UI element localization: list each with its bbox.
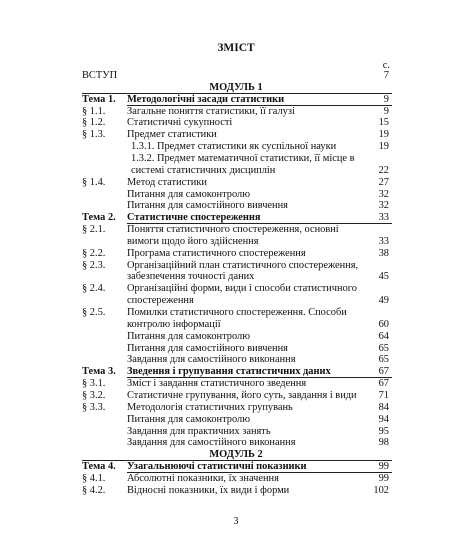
toc-row-number: § 1.4.: [82, 176, 106, 188]
toc-row-title: Завдання для практичних занять: [127, 425, 271, 437]
toc-row-title: Питання для самоконтролю: [127, 188, 250, 200]
toc-row-title: Статистичні сукупності: [127, 117, 233, 129]
toc-row-page: 60: [378, 318, 389, 330]
toc-row-number: § 1.3.: [82, 129, 106, 141]
toc-row-number: § 2.3.: [82, 259, 106, 271]
toc-row: [0, 343, 472, 355]
toc-row: [0, 153, 472, 165]
toc-row-page: 84: [378, 401, 389, 413]
toc-row-title: Статистичне групування, його суть, завдання і види: [127, 389, 357, 401]
toc-row-page: 45: [378, 271, 389, 283]
toc-row-page: 22: [378, 164, 389, 176]
toc-row-page: 98: [378, 437, 389, 449]
toc-row: [0, 426, 472, 438]
toc-row-title: Питання для самоконтролю: [127, 413, 250, 425]
toc-row-page: 27: [378, 176, 389, 188]
toc-row-title: контролю інформації: [127, 318, 221, 330]
toc-row: [0, 283, 472, 295]
toc-row-page: 9: [383, 105, 389, 117]
toc-row: [0, 319, 472, 331]
module-heading: МОДУЛЬ 2: [209, 449, 263, 461]
toc-row-page: 32: [378, 188, 389, 200]
toc-row-page: 65: [378, 354, 389, 366]
toc-row: [0, 271, 472, 283]
toc-row: [0, 165, 472, 177]
toc-row-number: § 4.2.: [82, 484, 106, 496]
toc-row: [0, 189, 472, 201]
toc-row-title: 1.3.1. Предмет статистики як суспільної науки: [131, 141, 337, 153]
toc-row-title: Зведення і групування статистичних даних: [127, 366, 331, 378]
toc-row-number: § 1.2.: [82, 117, 106, 129]
toc-row: [0, 129, 472, 141]
toc-row-page: 38: [378, 247, 389, 259]
toc-row-page: 67: [378, 378, 389, 390]
toc-row-page: 49: [378, 295, 389, 307]
toc-row-page: 64: [378, 330, 389, 342]
toc-row-number: § 2.2.: [82, 247, 106, 259]
toc-row-title: Предмет статистики: [127, 129, 217, 141]
toc-row-title: Метод статистики: [127, 176, 207, 188]
toc-row: [0, 402, 472, 414]
toc-row: [0, 307, 472, 319]
toc-row-title: Питання для самостійного вивчення: [127, 342, 288, 354]
toc-row-page: 94: [378, 413, 389, 425]
toc-row-number: § 2.5.: [82, 307, 106, 318]
toc-row-title: Завдання для самостійного виконання: [127, 437, 296, 449]
toc-row: [0, 141, 472, 153]
toc-row-title: Абсолютні показники, їх значення: [127, 472, 279, 484]
toc-row-number: ВСТУП: [82, 70, 118, 81]
toc-row-page: 95: [378, 425, 389, 437]
toc-row: [0, 260, 472, 272]
toc-row-title: Програма статистичного спостереження: [127, 247, 306, 259]
toc-row: [0, 461, 472, 473]
toc-row-title: Зміст і завдання статистичного зведення: [127, 378, 307, 390]
toc-row-title: Статистичне спостереження: [127, 212, 261, 224]
toc-row-number: § 1.1.: [82, 105, 106, 117]
toc-row-number: Тема 1.: [82, 93, 116, 105]
toc-row: [0, 94, 472, 106]
toc-row-title: Організаційний план статистичного спостереження,: [127, 259, 359, 271]
toc-row: [0, 224, 472, 236]
toc-row-page: 102: [373, 484, 389, 496]
toc-row-title: Відносні показники, їх види і форми: [127, 484, 290, 496]
toc-row: [0, 70, 472, 82]
toc-row-number: § 3.1.: [82, 378, 106, 390]
toc-row: [0, 200, 472, 212]
toc-row-title: Помилки статистичного спостереження. Способи: [127, 307, 347, 318]
toc-row-page: 71: [378, 389, 389, 401]
toc-row: [0, 354, 472, 366]
toc-row-title: Питання для самоконтролю: [127, 330, 250, 342]
toc-row: [0, 449, 472, 461]
toc-row: [0, 248, 472, 260]
toc-row-title: системі статистичних дисциплін: [131, 164, 276, 176]
toc-row-number: Тема 4.: [82, 461, 116, 473]
toc-row: [0, 437, 472, 449]
toc-row: [0, 390, 472, 402]
footer-page-number: 3: [233, 516, 239, 527]
toc-row-title: вимоги щодо його здійснення: [127, 235, 259, 247]
toc-row-title: Організаційні форми, види і способи статистичного: [127, 283, 357, 295]
toc-row: [0, 106, 472, 118]
toc-row-title: Завдання для самостійного виконання: [127, 354, 296, 366]
toc-row-page: 65: [378, 342, 389, 354]
toc-row: [0, 414, 472, 426]
toc-row: [0, 473, 472, 485]
toc-row-page: 99: [378, 472, 389, 484]
toc-row-page: 33: [378, 235, 389, 247]
toc-row-page: 9: [383, 93, 389, 105]
toc-row: [0, 236, 472, 248]
toc-row: [0, 485, 472, 497]
toc-row-number: § 3.3.: [82, 401, 106, 413]
toc-row-title: Узагальнюючі статистичні показники: [127, 461, 307, 473]
toc-row-page: 19: [378, 129, 389, 141]
toc-row-number: § 3.2.: [82, 389, 106, 401]
toc-row: [0, 82, 472, 94]
toc-row-title: 1.3.2. Предмет математичної статистики, її місце в: [131, 152, 355, 164]
toc-row-number: § 4.1.: [82, 472, 106, 484]
toc-row-title: спостереження: [127, 295, 194, 307]
toc-row: [0, 212, 472, 224]
toc-row-page: 67: [378, 366, 389, 378]
toc-row-number: Тема 2.: [82, 212, 116, 224]
toc-row-number: Тема 3.: [82, 366, 116, 378]
toc-row: [0, 366, 472, 378]
toc-row-page: 19: [378, 141, 389, 153]
toc-row-title: Методологічні засади статистики: [127, 93, 285, 105]
module-heading: МОДУЛЬ 1: [209, 81, 263, 93]
toc-row-page: 32: [378, 200, 389, 212]
toc-row: [0, 331, 472, 343]
page-column-label: с.: [382, 60, 390, 71]
toc-row-title: Загальне поняття статистики, її галузі: [127, 105, 295, 117]
toc-row-title: Методологія статистичних групувань: [127, 401, 293, 413]
page-title: ЗМІСТ: [217, 42, 255, 54]
toc-row-number: § 2.1.: [82, 224, 106, 235]
toc-row-page: 99: [378, 461, 389, 473]
toc-row-page: 7: [383, 70, 389, 81]
toc-row: [0, 117, 472, 129]
toc-row-number: § 2.4.: [82, 283, 106, 295]
toc-row-title: забезпечення точності даних: [127, 271, 255, 283]
toc-row: [0, 295, 472, 307]
toc-row: [0, 177, 472, 189]
toc-row-page: 15: [378, 117, 389, 129]
toc-row-page: 33: [378, 212, 389, 224]
toc-row-title: Поняття статистичного спостереження, основні: [127, 224, 339, 235]
toc-row-title: Питання для самостійного вивчення: [127, 200, 288, 212]
toc-row: [0, 378, 472, 390]
